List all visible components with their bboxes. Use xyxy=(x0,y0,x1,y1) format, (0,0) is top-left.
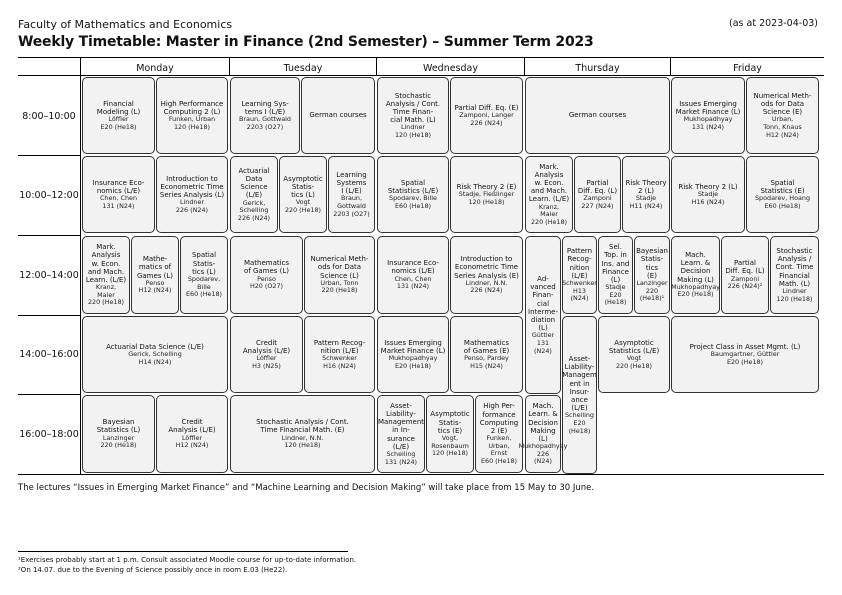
bottom-rule xyxy=(18,474,824,475)
course-details: Lanzinger 220 (He18) xyxy=(100,433,137,450)
time-slot-5: 16:00–18:00 xyxy=(19,429,79,440)
course-details: Lindner, N.N. 120 (He18) xyxy=(281,433,324,450)
course-title: High Per- formance Computing 2 (E) xyxy=(479,402,519,436)
course-title: Risk Theory 2 (L) xyxy=(678,182,738,191)
course-cell[interactable] xyxy=(82,236,130,314)
time-slot-1: 8:00–10:00 xyxy=(22,111,76,122)
course-cell[interactable] xyxy=(475,395,523,473)
course-details: Lindner 226 (N24) xyxy=(175,198,209,214)
course-details: Vogt, Rosenbaum 120 (He18) xyxy=(431,433,469,458)
course-details: Stadje H11 (N24) xyxy=(629,194,663,210)
course-title: Numerical Meth- ods for Data Science (L) xyxy=(310,255,369,280)
footnote-1: ¹Exercises probably start at 1 p.m. Consult associated Moodle course for up-to-date information. xyxy=(18,556,357,564)
day-header-friday: Friday xyxy=(733,63,762,74)
page-title: Weekly Timetable: Master in Finance (2nd Semester) – Summer Term 2023 xyxy=(18,34,594,50)
course-details: Braun, Gottwald 2203 (O27) xyxy=(239,115,291,131)
course-cell[interactable] xyxy=(671,77,745,154)
course-details: Penso H20 (O27) xyxy=(249,274,284,291)
course-title: Asset- Liability- Management in In- surance (L/E) xyxy=(377,401,425,451)
course-title: Stochastic Analysis / Cont. Time Financial Math. (E) xyxy=(256,418,349,435)
course-title: Insurance Eco- nomics (L/E) xyxy=(387,259,439,276)
course-title: German courses xyxy=(568,111,627,120)
row-separator xyxy=(18,315,80,316)
course-details: Mukhopadhyay E20 (He18) xyxy=(671,282,720,299)
course-cell[interactable] xyxy=(156,156,228,233)
course-details: Güttler 131 (N24) xyxy=(531,331,555,355)
course-details: Schwenker H16 (N24) xyxy=(322,354,357,370)
course-details: Gerick, Schelling H14 (N24) xyxy=(128,350,182,366)
course-cell[interactable] xyxy=(562,236,597,314)
course-title: Partial Diff. Eq. (L) xyxy=(577,178,618,195)
course-details: Lindner, N.N. 226 (N24) xyxy=(465,278,508,295)
course-cell[interactable] xyxy=(180,236,228,314)
row-separator xyxy=(18,394,80,395)
course-cell[interactable] xyxy=(377,395,425,473)
course-title: Pattern Recog- nition (L/E) xyxy=(566,247,593,280)
course-title: Insurance Eco- nomics (L/E) xyxy=(92,178,145,195)
course-cell[interactable] xyxy=(671,156,745,233)
course-cell[interactable] xyxy=(721,236,769,314)
row-separator xyxy=(18,235,80,236)
course-title: Actuarial Data Science (L/E) xyxy=(106,342,204,351)
course-title: Spatial Statistics (E) xyxy=(760,178,805,195)
course-title: Ad- vanced Finan- cial Interme- diation (L) xyxy=(528,274,558,333)
course-details: Vogt 220 (He18) xyxy=(284,198,322,214)
course-details: Spodarev, Bille E60 (He18) xyxy=(185,274,223,299)
course-details: Chen, Chen 131 (N24) xyxy=(99,194,138,210)
course-details: Lindner 120 (He18) xyxy=(394,123,432,139)
course-cell[interactable] xyxy=(574,156,621,233)
course-cell[interactable] xyxy=(671,316,819,393)
time-slot-4: 14:00–16:00 xyxy=(19,349,79,360)
course-cell[interactable] xyxy=(634,236,670,314)
course-title: Asset- Liability- Managem ent in Insur- ance (L/E) xyxy=(562,354,597,413)
course-details: Löffler E20 (He18) xyxy=(100,115,137,131)
course-cell[interactable] xyxy=(377,316,449,393)
course-cell[interactable] xyxy=(82,77,155,154)
course-title: Credit Analysis (L/E) xyxy=(242,338,291,355)
course-details: Stadje E20 (He18) xyxy=(604,283,627,307)
course-cell[interactable] xyxy=(230,395,375,473)
course-title: Partial Diff. Eq. (L) xyxy=(725,259,765,276)
course-cell[interactable] xyxy=(450,236,523,314)
course-details: Spodarev, Hoang E60 (He18) xyxy=(755,194,810,210)
course-title: Learning Sys- tems I (L/E) xyxy=(241,99,289,116)
course-title: Asymptotic Statistics (L/E) xyxy=(608,338,660,355)
course-title: Bayesian Statis- tics (E) xyxy=(636,247,668,280)
course-title: Mathematics of Games (L) xyxy=(243,259,290,276)
course-title: Stochastic Analysis / Cont. Time Finan- cial Math. (L) xyxy=(385,91,441,125)
course-cell[interactable] xyxy=(82,156,155,233)
course-details: Stadje H16 (N24) xyxy=(691,190,725,206)
course-details: Zamponi, Langer 226 (N24) xyxy=(459,111,514,127)
course-details: Stadje, Fießlinger 120 (He18) xyxy=(458,190,515,206)
time-slot-2: 10:00–12:00 xyxy=(19,190,79,201)
time-column-separator xyxy=(80,57,81,474)
course-cell[interactable] xyxy=(450,156,523,233)
course-details: Kranz, Maier 220 (He18) xyxy=(530,202,568,226)
course-title: Financial Modeling (L) xyxy=(96,99,141,116)
course-details: Mukhopadhyay 131 (N24) xyxy=(683,115,733,131)
course-title: Introduction to Econometric Time Series Analysis (L) xyxy=(159,174,225,199)
course-cell[interactable] xyxy=(301,77,375,154)
course-details: Zamponi 226 (N24)² xyxy=(727,274,763,291)
course-title: Mark. Analysis w. Econ. and Mach. Learn. (L/E) xyxy=(528,162,570,204)
course-details: Penso H12 (N24) xyxy=(138,278,172,295)
row-separator xyxy=(18,155,80,156)
course-cell[interactable] xyxy=(671,236,720,314)
course-details: Spodarev, Bille E60 (He18) xyxy=(389,194,437,210)
course-cell[interactable] xyxy=(450,77,523,154)
course-title: Asymptotic Statis- tics (L) xyxy=(283,174,323,199)
course-title: Bayesian Statistics (L) xyxy=(96,418,141,435)
course-cell[interactable] xyxy=(230,236,303,314)
course-cell[interactable] xyxy=(770,236,819,314)
course-cell[interactable] xyxy=(525,156,573,233)
course-title: Mathematics of Games (E) xyxy=(463,338,510,355)
course-details: Penso, Pardey H15 (N24) xyxy=(464,354,509,370)
course-details: Schelling 131 (N24) xyxy=(384,450,418,466)
course-details: Chen, Chen 131 (N24) xyxy=(394,274,432,291)
course-details: Urban, Tonn 220 (He18) xyxy=(320,278,359,295)
lecture-dates-note: The lectures “Issues in Emerging Market Finance” and “Machine Learning and Decision Making” will take place from 15 May to 30 June. xyxy=(18,483,595,493)
course-title: Partial Diff. Eq. (E) xyxy=(454,103,519,112)
course-title: Mathe- matics of Games (L) xyxy=(136,255,174,280)
course-details: Lanzinger 220 (He18)¹ xyxy=(636,279,668,303)
course-cell[interactable] xyxy=(82,316,228,393)
course-details: Baumgartner, Güttler E20 (He18) xyxy=(710,350,780,366)
course-details: Mukhopadhyay E20 (He18) xyxy=(388,354,438,370)
faculty-name: Faculty of Mathematics and Economics xyxy=(18,18,233,31)
course-cell[interactable] xyxy=(279,156,327,233)
course-details: Funken, Urban, Ernst E60 (He18) xyxy=(480,434,518,465)
course-cell[interactable] xyxy=(377,156,449,233)
course-title: Actuarial Data Science (L/E) xyxy=(238,166,270,200)
course-title: Spatial Statistics (L/E) xyxy=(387,178,439,195)
course-title: Asymptotic Statis- tics (E) xyxy=(430,410,470,435)
day-header-thursday: Thursday xyxy=(575,63,620,74)
course-title: Mach. Learn. & Decision Making (L) xyxy=(528,402,558,443)
footnote-2: ²On 14.07. due to the Evening of Science possibly once in room E.03 (He22). xyxy=(18,566,288,574)
course-title: Stochastic Analysis / Cont. Time Financial Math. (L) xyxy=(775,246,814,288)
course-cell[interactable] xyxy=(746,156,819,233)
course-cell[interactable] xyxy=(622,156,670,233)
course-title: Spatial Statis- tics (L) xyxy=(191,251,217,276)
course-title: Learning Systems I (L/E) xyxy=(336,170,367,196)
course-title: Risk Theory 2 (L) xyxy=(625,178,667,195)
course-cell[interactable] xyxy=(518,395,568,473)
course-cell[interactable] xyxy=(426,395,474,473)
course-title: High Performance Computing 2 (L) xyxy=(160,99,224,116)
course-cell[interactable] xyxy=(328,156,375,233)
header-rule xyxy=(18,75,824,76)
course-details: Löffler H12 (N24) xyxy=(175,433,209,450)
course-cell[interactable] xyxy=(82,395,155,473)
course-cell[interactable] xyxy=(746,77,819,154)
course-cell[interactable] xyxy=(525,236,561,394)
course-details: Braun, Gottwald 2203 (O27) xyxy=(333,194,370,218)
course-details: Urban, Tonn, Knaus H12 (N24) xyxy=(763,115,802,139)
course-title: Introduction to Econometric Time Series Analysis (E) xyxy=(454,255,519,280)
course-cell[interactable] xyxy=(525,77,670,154)
course-cell[interactable] xyxy=(598,316,670,393)
course-details: Lindner 120 (He18) xyxy=(776,286,813,303)
course-title: German courses xyxy=(309,111,367,120)
day-header-monday: Monday xyxy=(136,63,174,74)
day-header-wednesday: Wednesday xyxy=(422,63,478,74)
course-title: Risk Theory 2 (E) xyxy=(456,182,517,191)
course-cell[interactable] xyxy=(156,395,228,473)
time-slot-3: 12:00–14:00 xyxy=(19,270,79,281)
course-cell[interactable] xyxy=(450,316,523,393)
course-title: Project Class in Asset Mgmt. (L) xyxy=(689,342,801,351)
course-title: Sel. Top. in Ins. and Finance (L) xyxy=(601,243,630,284)
course-cell[interactable] xyxy=(230,77,300,154)
course-details: Gerick, Schelling 226 (N24) xyxy=(237,198,271,222)
course-details: Mukhopadhyay 226 (N24) xyxy=(518,442,568,466)
day-header-tuesday: Tuesday xyxy=(283,63,323,74)
as-at-date: (as at 2023-04-03) xyxy=(729,18,818,29)
course-cell[interactable] xyxy=(304,236,375,314)
footnote-rule xyxy=(18,551,348,552)
course-title: Issues Emerging Market Finance (L) xyxy=(380,338,446,355)
course-details: Schwenker H13 (N24) xyxy=(562,279,597,303)
course-cell[interactable] xyxy=(156,77,228,154)
course-details: Löffler H3 (N25) xyxy=(252,354,281,370)
course-cell[interactable] xyxy=(230,316,303,393)
course-title: Credit Analysis (L/E) xyxy=(168,418,216,435)
course-title: Mach. Learn. & Decision Making (L) xyxy=(677,251,714,284)
course-title: Numerical Meth- ods for Data Science (E) xyxy=(753,91,812,117)
top-rule xyxy=(18,57,824,58)
course-details: Vogt 220 (He18) xyxy=(615,354,653,370)
course-details: Schelling E20 (He18) xyxy=(565,411,594,435)
course-cell[interactable] xyxy=(230,156,278,233)
course-title: Pattern Recog- nition (L/E) xyxy=(313,338,366,355)
course-details: Kranz, Maier 220 (He18) xyxy=(87,283,125,307)
course-title: Issues Emerging Market Finance (L) xyxy=(675,99,741,116)
course-details: Funken, Urban 120 (He18) xyxy=(168,115,216,131)
course-cell[interactable] xyxy=(131,236,179,314)
course-cell[interactable] xyxy=(377,236,449,314)
course-cell[interactable] xyxy=(598,236,633,314)
course-details: Zamponi 227 (N24) xyxy=(581,194,614,210)
course-title: Mark. Analysis w. Econ. and Mach. Learn. (L/E) xyxy=(85,243,127,284)
course-cell[interactable] xyxy=(304,316,375,393)
course-cell[interactable] xyxy=(377,77,449,154)
